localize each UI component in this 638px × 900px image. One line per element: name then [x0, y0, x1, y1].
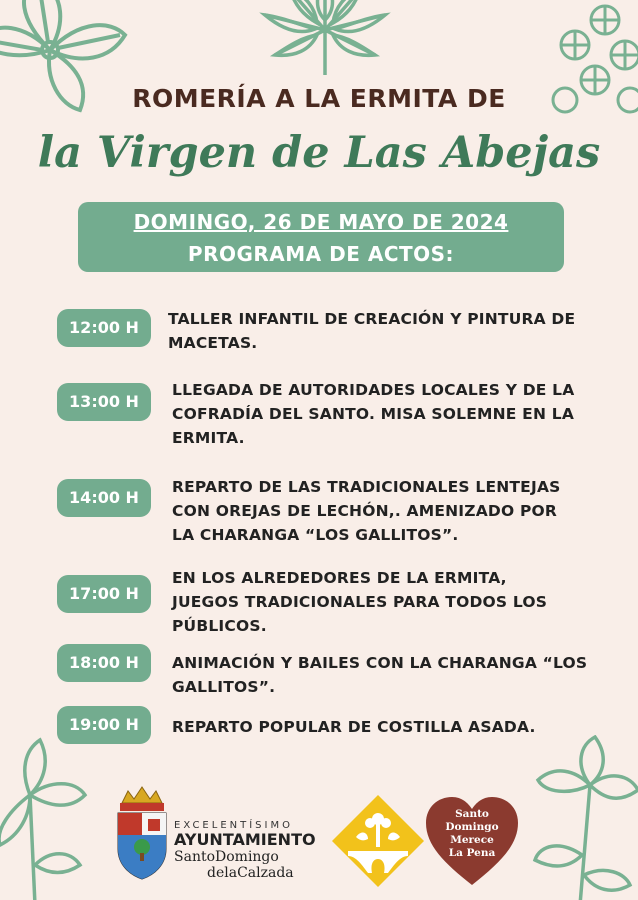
banner-date: DOMINGO, 26 DE MAYO DE 2024: [133, 210, 509, 234]
event-line: PÚBLICOS.: [172, 617, 267, 635]
event-description: [172, 651, 602, 699]
time-badge: 12:00 H: [57, 309, 151, 347]
ayto-line1: EXCELENTÍSIMO: [174, 820, 293, 831]
event-line: REPARTO POPULAR DE COSTILLA ASADA.: [172, 718, 536, 736]
event-description: [168, 307, 598, 355]
flower-decoration-bottom-left-icon: [0, 735, 100, 900]
crest-icon: [114, 785, 170, 885]
event-line: CON OREJAS DE LECHÓN,. AMENIZADO POR: [172, 502, 558, 520]
time-badge: 14:00 H: [57, 479, 151, 517]
event-description: [172, 475, 602, 547]
time-badge: 17:00 H: [57, 575, 151, 613]
event-line: JUEGOS TRADICIONALES PARA TODOS LOS: [172, 593, 548, 611]
time-badge: 13:00 H: [57, 383, 151, 421]
title-script: la Virgen de Las Abejas: [37, 128, 601, 178]
heart-line: Santo: [455, 808, 489, 820]
date-banner: [78, 202, 564, 272]
heart-line: Domingo: [445, 821, 499, 833]
event-line: MACETAS.: [168, 334, 258, 352]
ayto-line2: AYUNTAMIENTO: [174, 830, 316, 849]
ayto-line4: delaCalzada: [207, 865, 294, 881]
event-line: GALLITOS”.: [172, 678, 276, 696]
banner-subtitle: PROGRAMA DE ACTOS:: [187, 242, 455, 266]
event-line: EN LOS ALREDEDORES DE LA ERMITA,: [172, 569, 507, 587]
event-line: LA CHARANGA “LOS GALLITOS”.: [172, 526, 459, 544]
event-line: ERMITA.: [172, 429, 245, 447]
heart-line: Merece: [450, 834, 494, 846]
flower-decoration-bottom-right-icon: [520, 735, 638, 900]
heart-line: La Pena: [448, 847, 496, 859]
ayuntamiento-logo-text: [174, 820, 316, 881]
title-top: ROMERÍA A LA ERMITA DE: [132, 84, 506, 113]
heart-logo-text: [428, 808, 516, 860]
flower-decoration-top-center-icon: [245, 0, 405, 85]
ayto-line3: SantoDomingo: [174, 849, 279, 865]
event-line: REPARTO DE LAS TRADICIONALES LENTEJAS: [172, 478, 561, 496]
diamond-logo-icon: [330, 793, 426, 889]
event-line: LLEGADA DE AUTORIDADES LOCALES Y DE LA: [172, 381, 575, 399]
event-line: TALLER INFANTIL DE CREACIÓN Y PINTURA DE: [168, 310, 576, 328]
time-badge: 18:00 H: [57, 644, 151, 682]
event-description: [172, 378, 602, 450]
event-description: [172, 566, 602, 638]
event-line: COFRADÍA DEL SANTO. MISA SOLEMNE EN LA: [172, 405, 575, 423]
event-line: ANIMACIÓN Y BAILES CON LA CHARANGA “LOS: [172, 654, 588, 672]
time-badge: 19:00 H: [57, 706, 151, 744]
